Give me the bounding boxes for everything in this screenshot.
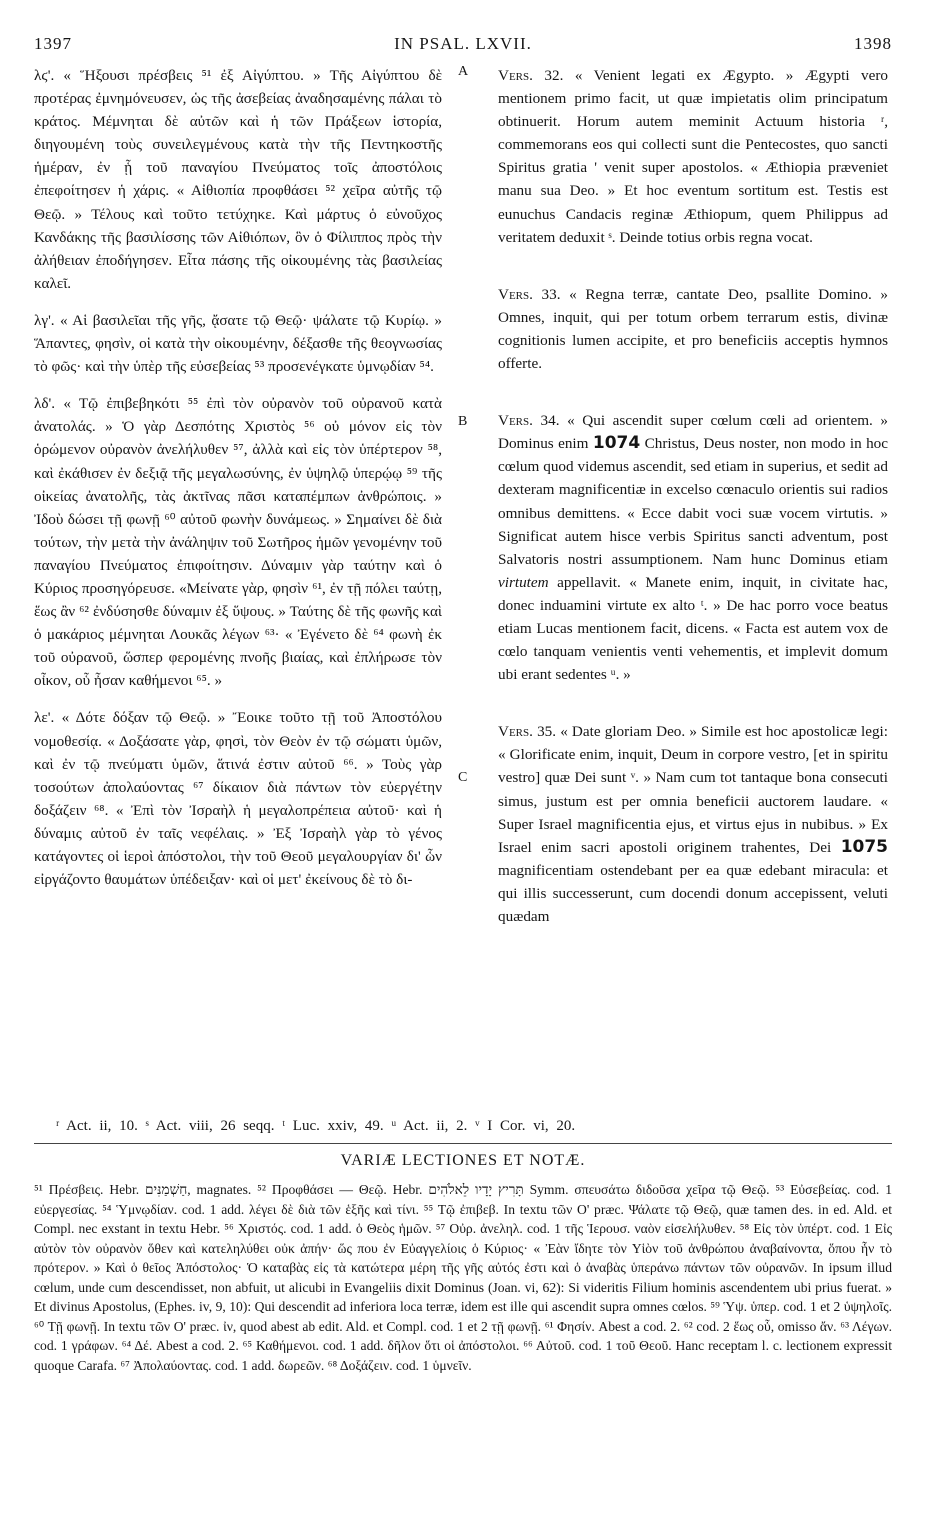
- greek-paragraph-36: λϛ'. « Ἥξουσι πρέσβεις ⁵¹ ἐξ Αἰγύπτου. » Τῆς Αἰγύπτου δὲ προτέρας ἐμνημόνευσεν, ὡς τῆς ἀσεβείας ἀναδησαμένης πάλαι τὸ κράτος. Μέμνηται δὲ αὐτῶν καὶ ἡ τῶν Πράξεων ἱστορία, διηγουμένη τοὺς συνειλεγμένους κατὰ τὴν τῆς Πεντηκοστῆς ἡμέραν, ἐν ᾗ τοῦ παναγίου Πνεύματος τοῖς ἀποστόλοις ἐπεφοίτησεν ἡ χάρις. « Αἰθιοπία προφθάσει ⁵² χεῖρα αὐτῆς τῷ Θεῷ. » Τέλους καὶ τοῦτο τετύχηκε. Καὶ μάρτυς ὁ εὐνοῦχος Κανδάκης τῆς βασιλίσσης τῶν Αἰθιόπων, ὃν ὁ Φίλιππος πρὸς τὴν ἀλήθειαν ἐποδήγησεν. Εἶτα πάσης τῆς οἰκουμένης τὰς βασιλείας καλεῖ.: [34, 67, 442, 292]
- latin-text: « Qui ascendit super cœlum cœli ad orientem. » Dominus enim: [498, 412, 888, 453]
- latin-text: « Regna terræ, cantate Deo, psallite Domino. » Omnes, inquit, qui per totum orbem terrarum estis, divinæ cognitionis lumen accipite, et pro beneficiis acceptis hymnos offerte.: [498, 285, 889, 373]
- latin-paragraph-vers-33: [498, 283, 888, 375]
- variae-lectiones-title: VARIÆ LECTIONES ET NOTÆ.: [340, 1152, 586, 1169]
- verse-label: Vers. 32.: [498, 67, 564, 84]
- latin-paragraph-vers-32: [498, 64, 888, 249]
- verse-label: Vers. 33.: [498, 285, 561, 303]
- column-number-left: 1397: [34, 34, 72, 53]
- margin-mark-a: A: [458, 64, 469, 79]
- greek-paragraph-35: λε'. « Δότε δόξαν τῷ Θεῷ. » Ἔοικε τοῦτο τῇ τοῦ Ἀποστόλου νομοθεσίᾳ. « Δοξάσατε γὰρ, φησὶ, τὸν Θεὸν ἐν τῷ σώματι ὑμῶν, καὶ ἐν τῷ πνεύματι ὑμῶν, ἅτινά ἐστιν αὐτοῦ ⁶⁶. » Τοὺς γὰρ τοσούτων ἀπολαύοντας ⁶⁷ δίκαιον διὰ πάντων τὸν εὐεργέτην δοξάζειν ⁶⁸. « Ἐπὶ τὸν Ἰσραὴλ ἡ μεγαλοπρέπεια αὐτοῦ· καὶ ἡ δύναμις αὐτοῦ ἐν ταῖς νεφέλαις. » Ἐξ Ἰσραὴλ γὰρ τὸ γένος κατάγοντες οἱ ἱεροὶ ἀπόστολοι, τὴν τοῦ Θεοῦ μεγαλουργίαν δι' ὧν εἰργάζοντο θαυμάτων ὑπέδειξαν· καὶ οἱ μετ' ἐκείνους δὲ τὸ δι-: [34, 709, 442, 889]
- divider-rule: [34, 1143, 892, 1144]
- latin-italic: virtutem: [498, 573, 549, 591]
- migne-column-number: 1074: [592, 433, 641, 454]
- latin-text: « Venient legati ex Ægypto. » Ægypti vero mentionem primo facit, ut quæ impietatis olim principatum obtinuerit. Horum autem meminit Actuum historia ʳ, commemorans eos qui collecti sunt die Pentecostes, quo sancti Spiritus gratia ' venit super apostolos. « Æthiopia præveniet manu sua Deo. » Et hoc eventum sortitum est. Testis est eunuchus Candacis reginæ Æthiopum, quem Philippus ad veritatem deduxit ˢ. Deinde totius orbis regna vocat.: [498, 67, 888, 246]
- notes-text: ⁵¹ Πρέσβεις. Hebr. חַשְׁמַנִּים, magnates. ⁵² Προφθάσει — Θεῷ. Hebr. תָּרִיץ יָדָיו לֵאלֹהִים Symm. σπευσάτω διδοῦσα χεῖρα τῷ Θεῷ. ⁵³ Εὐσεβείας. cod. 1 εὐεργεσίας. ⁵⁴ Ὑμνῳδίαν. cod. 1 add. λέγει δὲ διὰ τῶν ἑξῆς καὶ τίνι. ⁵⁵ Τῷ ἐπιβεβ. In textu τῶν Ο' præc. Ψάλατε τῷ Θεῷ, quæ tamen des. in ed. Ald. et Compl. nec exstant in textu Hebr. ⁵⁶ Χριστός. cod. 1 add. ὁ Θεὸς ἡμῶν. ⁵⁷ Οὐρ. ἀνεληλ. cod. 1 τῆς Ἱερουσ. ναὸν εἰσελήλυθεν. ⁵⁸ Εἰς τὸν ὑπέρτ. cod. 1 Εἰς αὐτὸν τὸν οὐρανὸν ὅθεν καὶ κατεληλύθει οὐκ ἀπήν· ὥς που ἐν Εὐαγγελίοις ὁ Κύριος· « Ἐὰν ἴδητε τὸν Υἱὸν τοῦ ἀνθρώπου ἀναβαίνοντα, ὅπου ἦν τὸ πρότερον. » Καὶ ὁ θεῖος Ἀπόστολος· Ὁ καταβὰς εἰς τὰ κατώτερα μέρη τῆς γῆς αὐτός ἐστι καὶ ὁ ἀναβὰς ὑπεράνω πάντων τῶν οὐρανῶν. In ipsum illud cœlum, unde cum descendisset, non abfuit, ut alicubi in Evangeliis dixit Dominus (Joan. vi, 62): Si videritis Filium hominis ascendentem ubi prius fuerat. » Et divinus Apostolus, (Ephes. iv, 9, 10): Qui descendit ad inferiora loca terræ, idem est ille qui ascendit supra omnes cœlos. ⁵⁹ Ὑψ. ὑπερ. cod. 1 et 2 ὑψηλοῖς. ⁶⁰ Τῇ φωνῇ. In textu τῶν Ο' præc. ἰν, quod abest ab edit. Ald. et Compl. cod. 1 et 2 τῇ φωνῇ. ⁶¹ Φησίν. Abest a cod. 2. ⁶² cod. 2 ἕως οὗ, omisso ἄν. ⁶³ Λέγων. cod. 1 γράφων. ⁶⁴ Δέ. Abest a cod. 2. ⁶⁵ Καθήμενοι. cod. 1 add. δῆλον ὅτι οἱ ἀπόστολοι. ⁶⁶ Αὐτοῦ. cod. 1 τοῦ Θεοῦ. Hanc receptam l. c. lectionem expressit quoque Carafa. ⁶⁷ Ἀπολαύοντας. cod. 1 add. δωρεῶν. ⁶⁸ Δοξάζειν. cod. 1 ὑμνεῖν.: [34, 1182, 892, 1373]
- latin-paragraph-vers-34: [498, 409, 888, 686]
- greek-paragraph-34: λδ'. « Τῷ ἐπιβεβηκότι ⁵⁵ ἐπὶ τὸν οὐρανὸν τοῦ οὐρανοῦ κατὰ ἀνατολάς. » Ὁ γὰρ Δεσπότης Χριστὸς ⁵⁶ οὐ μόνον εἰς τὸν ὁρώμενον οὐρανὸν ἀνελήλυθεν ⁵⁷, ἀλλὰ καὶ εἰς τὸν ὑπέρτερον ⁵⁸, καὶ ἐκάθισεν ἐν δεξιᾷ τῆς μεγαλωσύνης, ἐν ὑψηλῷ ὑπερῴῳ ⁵⁹ τῆς οἰκείας ἀνατολῆς, τὰς ἀκτῖνας πᾶσι καταπέμπων ἀνθρώποις. » Ἰδοὺ δώσει τῇ φωνῇ ⁶⁰ αὐτοῦ φωνὴν δυνάμεως. » Σημαίνει δὲ διὰ τούτων, τὴν μετὰ τὴν ἀνάληψιν τοῦ Σωτῆρος ἡμῶν γενομένην τοῦ παναγίου Πνεύματος ἐπιφοίτησιν. Δύναμιν γὰρ ταύτην καὶ ὁ Κύριος προσηγόρευσε. «Μείνατε γὰρ, φησὶν ⁶¹, ἐν τῇ πόλει ταύτῃ, ἕως ἂν ⁶² ἐνδύσησθε δύναμιν ἐξ ὕψους. » Ταύτης δὲ τῆς φωνῆς καὶ ὁ μακάριος μέμνηται Λουκᾶς λέγων ⁶³· « Ἐγένετο δὲ ⁶⁴ φωνὴ ἐκ τοῦ οὐρανοῦ, ὥσπερ φερομένης πνοῆς βιαίας, καὶ ἐπλήρωσε τὸν οἶκον, οὗ ἦσαν καθήμενοι ⁶⁵. »: [34, 395, 442, 690]
- verse-label: Vers. 34.: [498, 412, 560, 430]
- margin-mark-c: C: [458, 770, 468, 785]
- running-header: IN PSAL. LXVII.: [394, 34, 532, 53]
- latin-text: magnificentiam ostendebant per ea quæ edebant miracula: et qui illis successerunt, cum docendi donum accepissent, veluti quædam: [498, 861, 888, 925]
- variae-lectiones-notes: [34, 1180, 892, 1375]
- latin-text: appellavit. « Manete enim, inquit, in civitate hac, donec induamini virtute ex alto ᵗ. » De hac porro voce beatus etiam Lucas mentionem facit, dicens. « Facta est autem vox de cœlo tanquam venientis venti vehementis, et implevit domum ubi erant sedentes ᵘ. »: [498, 573, 888, 684]
- column-number-right: 1398: [854, 34, 892, 53]
- margin-mark-b: B: [458, 414, 468, 429]
- scripture-footnotes: ʳ Act. ii, 10. ˢ Act. viii, 26 seqq. ᵗ Luc. xxiv, 49. ᵘ Act. ii, 2. ᵛ I Cor. vi, 20.: [56, 1118, 576, 1134]
- greek-paragraph-33: λγ'. « Αἱ βασιλεῖαι τῆς γῆς, ᾄσατε τῷ Θεῷ· ψάλατε τῷ Κυρίῳ. » Ἅπαντες, φησὶν, οἱ κατὰ τὴν οἰκουμένην, δέξασθε τῆς θεογνωσίας τὸ φῶς· καὶ τὴν ὑπὲρ τῆς εὐσεβείας ⁵³ προσενέγκατε ὑμνῳδίαν ⁵⁴.: [34, 311, 442, 376]
- latin-paragraph-vers-35: [498, 720, 888, 928]
- migne-column-number: 1075: [840, 836, 889, 857]
- verse-label: Vers. 35.: [498, 723, 557, 741]
- greek-column: [34, 64, 442, 891]
- latin-column: [498, 64, 888, 928]
- latin-text: Christus, Deus noster, non modo in hoc cœlum quod videmus ascendit, sed etiam in superius, et sedit ad dexteram magnificentiæ in excelso cœnaculo orientis sui radios omnibus demittens. « Ecce dabit voci suæ vocem virtutis. » Significat autem hisce verbis Spiritus sancti adventum, post Salvatoris nostri assumptionem. Nam hunc Dominus etiam: [498, 435, 889, 568]
- latin-text: « Date gloriam Deo. » Simile est hoc apostolicæ legi: « Glorificate enim, inquit, Deum in corpore vestro, [et in spiritu vestro] quæ Dei sunt ᵛ. » Nam cum tot tantaque bona consecuti simus, justum est per omnia beneficii auctorem laudare. « Super Israel magnificentia ejus, et virtus ejus in nubibus. » Ex Israel enim sacri apostoli originem trahentes, Dei: [498, 723, 889, 856]
